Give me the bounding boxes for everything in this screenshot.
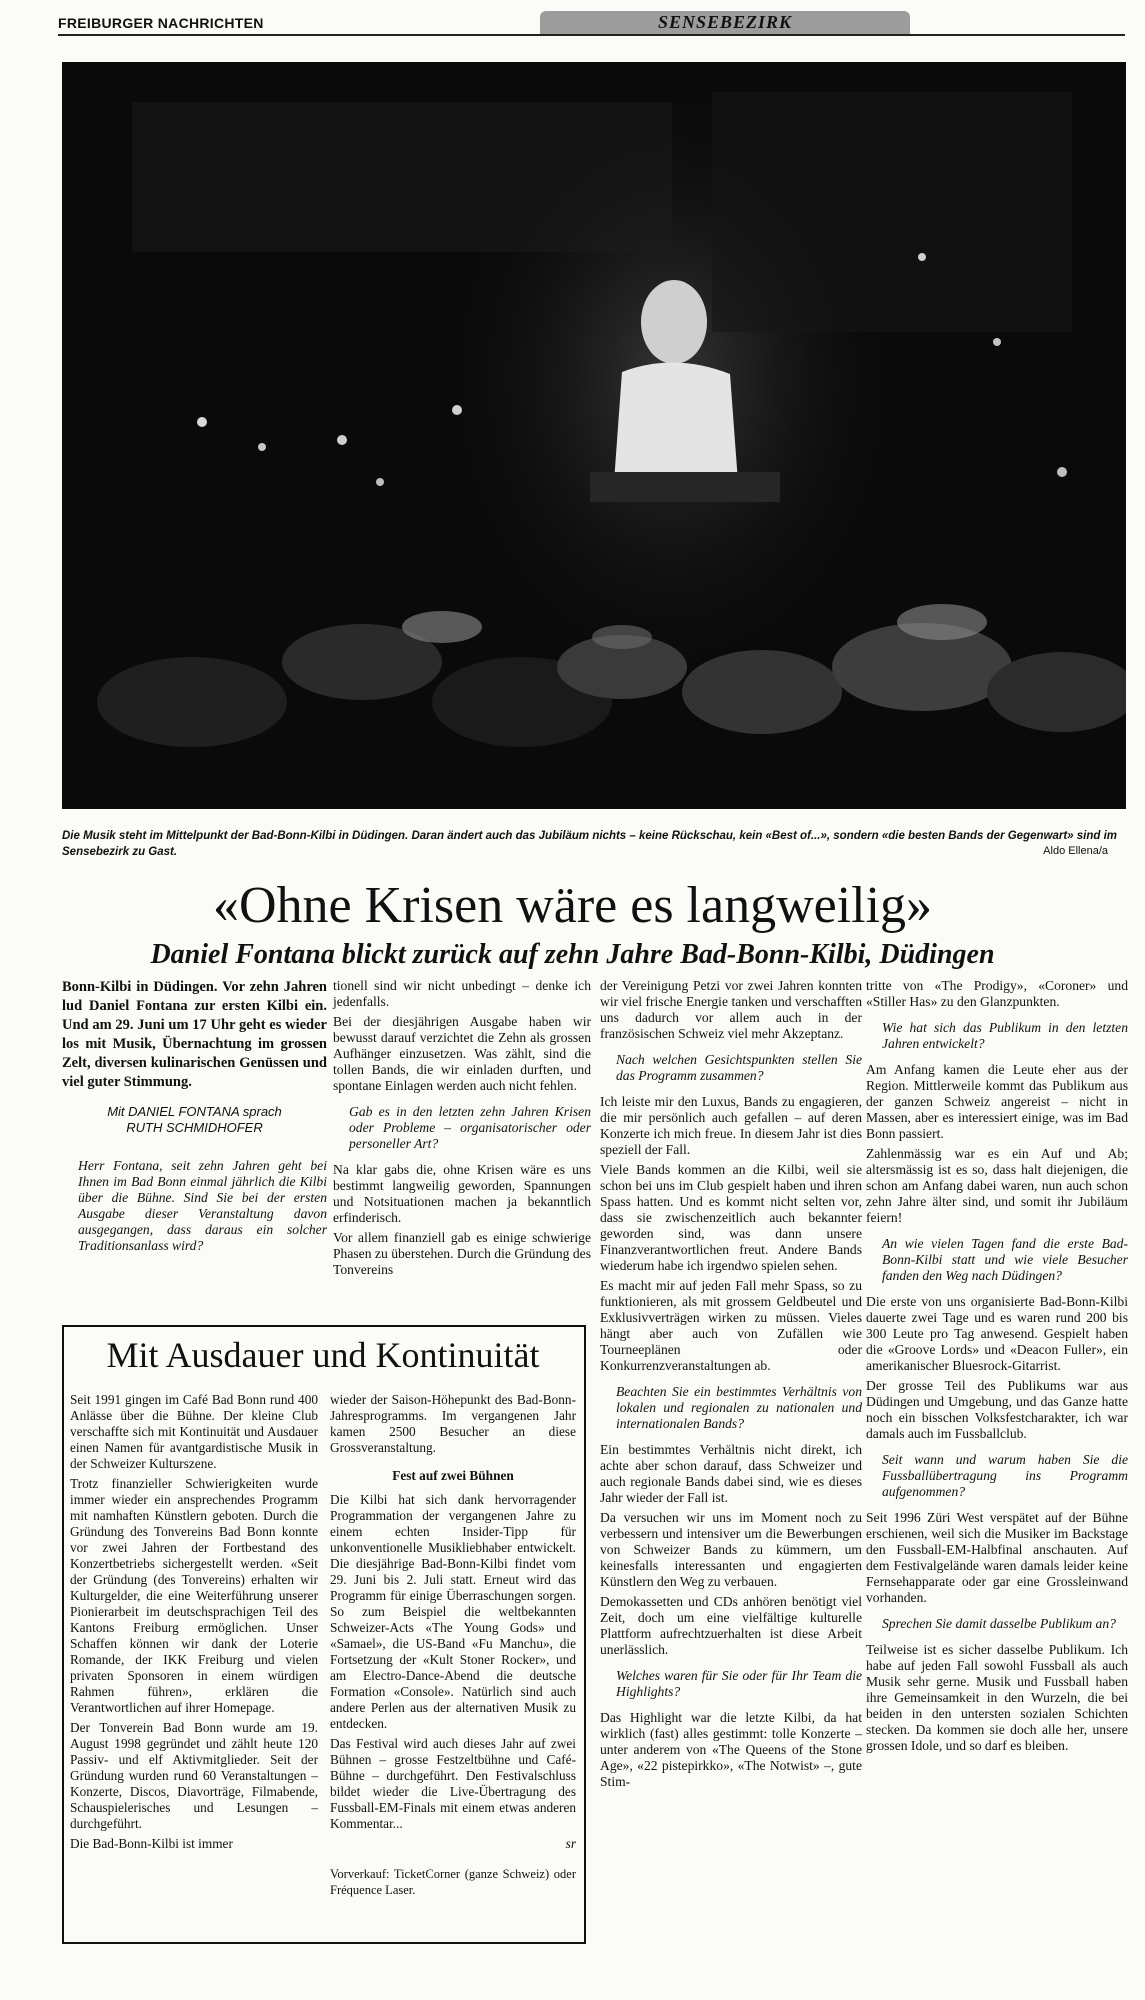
interview-question: Seit wann und warum haben Sie die Fussballübertragung ins Programm aufgenommen? (882, 1452, 1128, 1499)
interview-question: Nach welchen Gesichtspunkten stellen Sie das Programm zusammen? (616, 1052, 862, 1083)
subheadline: Daniel Fontana blickt zurück auf zehn Jahre Bad-Bonn-Kilbi, Düdingen (150, 939, 995, 970)
section-label: SENSEBEZIRK (540, 11, 910, 34)
paragraph: Zahlenmässig war es ein Auf und Ab; altersmässig ist es so, dass halt diejenigen, die schon am Anfang dabei waren, nun auch schon zehn Jahre älter sind, und somit ihr Jubiläum feiern! (866, 1146, 1128, 1225)
article-column-3 (600, 978, 862, 1794)
paragraph: Bei der diesjährigen Ausgabe haben wir bewusst darauf verzichtet die Zehn als grossen Aufhänger einzusetzen. Was zählt, sind die tollen Bands, die wir einladen durften, und spontane Einlagen werden auch nicht fehlen. (333, 1014, 591, 1093)
concert-photo-illustration (62, 62, 1126, 809)
paragraph: Die erste von uns organisierte Bad-Bonn-Kilbi dauerte zwei Tage und es waren rund 200 bis 300 Leute pro Tag anwesend. Gespielt haben die «Groove Lords» und «Deacon Fuller», ein amerikanischer Bluesrock-Gitarrist. (866, 1294, 1128, 1373)
byline (62, 1104, 327, 1136)
concert-photo (62, 62, 1126, 809)
paragraph: Teilweise ist es sicher dasselbe Publikum. Ich habe auf jeden Fall sowohl Fussball als auch Musik sehr gerne. Musik und Fussball haben ihre Gemeinsamkeit in den Wurzeln, die bei beiden in den untersten sozialen Schichten stecken. Da kommen sie doch alle her, unsere grossen Idole, und so darf es bleiben. (866, 1642, 1128, 1753)
paragraph: Demokassetten und CDs anhören benötigt viel Zeit, doch um eine vielfältige kulturelle Plattform aufrechtzuerhalten ist diese Arbeit unerlässlich. (600, 1594, 862, 1657)
paragraph: tionell sind wir nicht unbedingt – denke ich jedenfalls. (333, 978, 591, 1009)
photo-caption: Die Musik steht im Mittelpunkt der Bad-Bonn-Kilbi in Düdingen. Daran ändert auch das Jubiläum nichts – keine Rückschau, kein «Best of...», sondern «die besten Bands der Gegenwart» sind im Sensebezirk zu Gast. (62, 830, 1118, 858)
interview-question: Welches waren für Sie oder für Ihr Team die Highlights? (616, 1668, 862, 1699)
paragraph: wieder der Saison-Höhepunkt des Bad-Bonn-Jahresprogramms. Im vergangenen Jahr kamen 2500 Besucher an diese Grossveranstaltung. (330, 1392, 576, 1455)
article-column-1 (62, 978, 327, 1264)
presale-info: Vorverkauf: TicketCorner (ganze Schweiz) oder Fréquence Laser. (330, 1867, 576, 1897)
paragraph: Vor allem finanziell gab es einige schwierige Phasen zu überstehen. Durch die Gründung des Tonvereins (333, 1230, 591, 1277)
paragraph: Da versuchen wir uns im Moment noch zu verbessern und intensiver um die Bewerbungen von Schweizer Bands zu kümmern, um keinesfalls interessanten und engagierten Künstlern den Weg zu verbauen. (600, 1510, 862, 1589)
paragraph: Trotz finanzieller Schwierigkeiten wurde immer wieder ein ansprechendes Programm mit namhaften Künstlern geboten. Durch die Gründung des Tonvereins Bad Bonn konnte vor zwei Jahren der Fortbestand des Konzertbetriebs sichergestellt werden. «Seit der Gründung (des Tonvereins) erhalten wir Kulturgelder, die eine Weiterführung unserer Pionierarbeit im deutschsprachigen Teil des Kantons Freiburg ermöglichen. Unser Schaffen können wir dank der Loterie Romande, der IKK Freiburg und vielen privaten Sponsoren in einem würdigen Rahmen führen», erklären die Verantwortlichen auf ihrer Homepage. (70, 1476, 318, 1715)
byline-author: RUTH SCHMIDHOFER (126, 1120, 263, 1135)
paragraph: Es macht mir auf jeden Fall mehr Spass, so zu funktionieren, als mit grossem Geldbeutel und Exklusivverträgen wirken zu müssen. Vieles hängt aber auch von Zufällen wie Tourneeplänen oder Konkurrenzveranstaltungen ab. (600, 1278, 862, 1373)
paragraph: Am Anfang kamen die Leute eher aus der Region. Mittlerweile kommt das Publikum aus der ganzen Schweiz angereist – nicht in Massen, aber es interessiert einige, was im Bad Bonn passiert. (866, 1062, 1128, 1141)
paragraph: Der Tonverein Bad Bonn wurde am 19. August 1998 gegründet und zählt heute 120 Passiv- und elf Aktivmitglieder. Seit der Gründung wurden rund 60 Veranstaltungen – Konzerte, Discos, Diavorträge, Filmabende, Schauspielerisches und Lesungen – durchgeführt. (70, 1720, 318, 1831)
interview-question: Gab es in den letzten zehn Jahren Krisen oder Probleme – organisatorischer oder personeller Art? (349, 1104, 591, 1151)
paragraph: Die Bad-Bonn-Kilbi ist immer (70, 1836, 233, 1851)
byline-interviewee: Mit DANIEL FONTANA sprach (107, 1104, 282, 1119)
interview-question: An wie vielen Tagen fand die erste Bad-Bonn-Kilbi statt und wie viele Besucher fanden den Weg nach Düdingen? (882, 1236, 1128, 1283)
lead-paragraph: Bonn-Kilbi in Düdingen. Vor zehn Jahren lud Daniel Fontana zur ersten Kilbi ein. Und am 29. Juni um 17 Uhr geht es wieder los mit Musik, Übernachtung im grossen Zelt, diversen kulinarischen Genüssen und viel guter Stimmung. (62, 979, 327, 1090)
paragraph: tritte von «The Prodigy», «Coroner» und «Stiller Has» zu den Glanzpunkten. (866, 978, 1128, 1009)
box-subtitle: Fest auf zwei Bühnen (392, 1468, 514, 1483)
article-column-4 (866, 978, 1128, 1758)
info-box-column-right (330, 1392, 576, 1902)
interview-question: Beachten Sie ein bestimmtes Verhältnis von lokalen und regionalen zu nationalen und internationalen Bands? (616, 1384, 862, 1431)
paragraph: Viele Bands kommen an die Kilbi, weil sie schon bei uns im Club gespielt haben und ihren Spass hatten. Und es kommt nicht selten vor, dass sie zwischenzeitlich auch bekannter geworden sind, was dann unsere Finanzverantwortlichen freut. Andere Bands wiederum habe ich irgendwo spielen sehen. (600, 1162, 862, 1273)
paragraph: Seit 1996 Züri West verspätet auf der Bühne erschienen, weil sich die Musiker im Backstage den Fussball-EM-Halbfinal anschauten. Auf dem Festivalgelände waren damals leider keine Fernsehapparate oder gar eine Grossleinwand vorhanden. (866, 1510, 1128, 1605)
newspaper-name: FREIBURGER NACHRICHTEN (58, 15, 264, 31)
paragraph: Die Kilbi hat sich dank hervorragender Programmation der vergangenen Jahre zu einem echten Insider-Tipp für unkonventionelle Musikliebhaber entwickelt. Die diesjährige Bad-Bonn-Kilbi findet vom 29. Juni bis 2. Juli statt. Erneut wird das Programm für einige Überraschungen sorgen. So zum Beispiel die weltbekannten Schweizer-Acts «The Young Gods» und «Samael», die US-Band «Fu Manchu», die Fortsetzung der «Kult Stoner Rocker», und am Electro-Dance-Abend die deutsche Formation «Console». Natürlich sind auch andere Perlen aus der alternativen Musik zu entdecken. (330, 1492, 576, 1731)
header-rule (58, 34, 1125, 36)
info-box-column-left (70, 1392, 318, 1856)
paragraph: Na klar gabs die, ohne Krisen wäre es uns bestimmt langweilig geworden, Spannungen und Notsituationen machen ja bekanntlich erfinderisch. (333, 1162, 591, 1225)
paragraph: Das Festival wird auch dieses Jahr auf zwei Bühnen – grosse Festzeltbühne und Café-Bühne – durchgeführt. Den Festivalschluss bildet wieder die Live-Übertragung des Fussball-EM-Finals mit einem etwas anderen Kommentar... (330, 1736, 576, 1831)
paragraph: Das Highlight war die letzte Kilbi, da hat wirklich (fast) alles gestimmt: tolle Konzerte – unter anderem von «The Queens of the Stone Age», «22 pistepirkko», «The Notwist» –, gute Stim- (600, 1710, 862, 1789)
headline: «Ohne Krisen wäre es langweilig» (212, 877, 933, 934)
article-column-2 (333, 978, 591, 1282)
interview-question: Wie hat sich das Publikum in den letzten Jahren entwickelt? (882, 1020, 1128, 1051)
interview-question: Herr Fontana, seit zehn Jahren geht bei Ihnen im Bad Bonn einmal jährlich die Kilbi über die Bühne. Sind Sie bei der ersten Ausgabe dieser Veranstaltung davon ausgegangen, dass daraus ein solcher Traditionsanlass wird? (78, 1158, 327, 1253)
photo-credit: Aldo Ellena/a (1043, 845, 1108, 857)
paragraph: Ich leiste mir den Luxus, Bands zu engagieren, die mir persönlich auch gefallen – auf deren Konzerte ich mich freue. In diesem Jahr ist dies speziell der Fall. (600, 1094, 862, 1157)
info-box-title: Mit Ausdauer und Kontinuität (106, 1335, 540, 1375)
paragraph: der Vereinigung Petzi vor zwei Jahren konnten wir viel frische Energie tanken und verschafften uns dadurch vor allem auch in der französischen Schweiz viel mehr Akzeptanz. (600, 978, 862, 1041)
paragraph: Ein bestimmtes Verhältnis nicht direkt, ich achte aber schon darauf, dass Schweizer und auch regionale Bands dabei sind, wie es dieses Jahr wieder der Fall ist. (600, 1442, 862, 1505)
paragraph: Der grosse Teil des Publikums war aus Düdingen und Umgebung, und das Ganze hatte noch ein bisschen Volksfestcharakter, ich war damals auch im Fussballclub. (866, 1378, 1128, 1441)
interview-question: Sprechen Sie damit dasselbe Publikum an? (882, 1616, 1116, 1631)
author-initials: sr (565, 1836, 576, 1851)
paragraph: Seit 1991 gingen im Café Bad Bonn rund 400 Anlässe über die Bühne. Der kleine Club verschaffte sich mit Kontinuität und Ausdauer einen Namen für avantgardistische Musik in der Schweizer Kulturszene. (70, 1392, 318, 1471)
